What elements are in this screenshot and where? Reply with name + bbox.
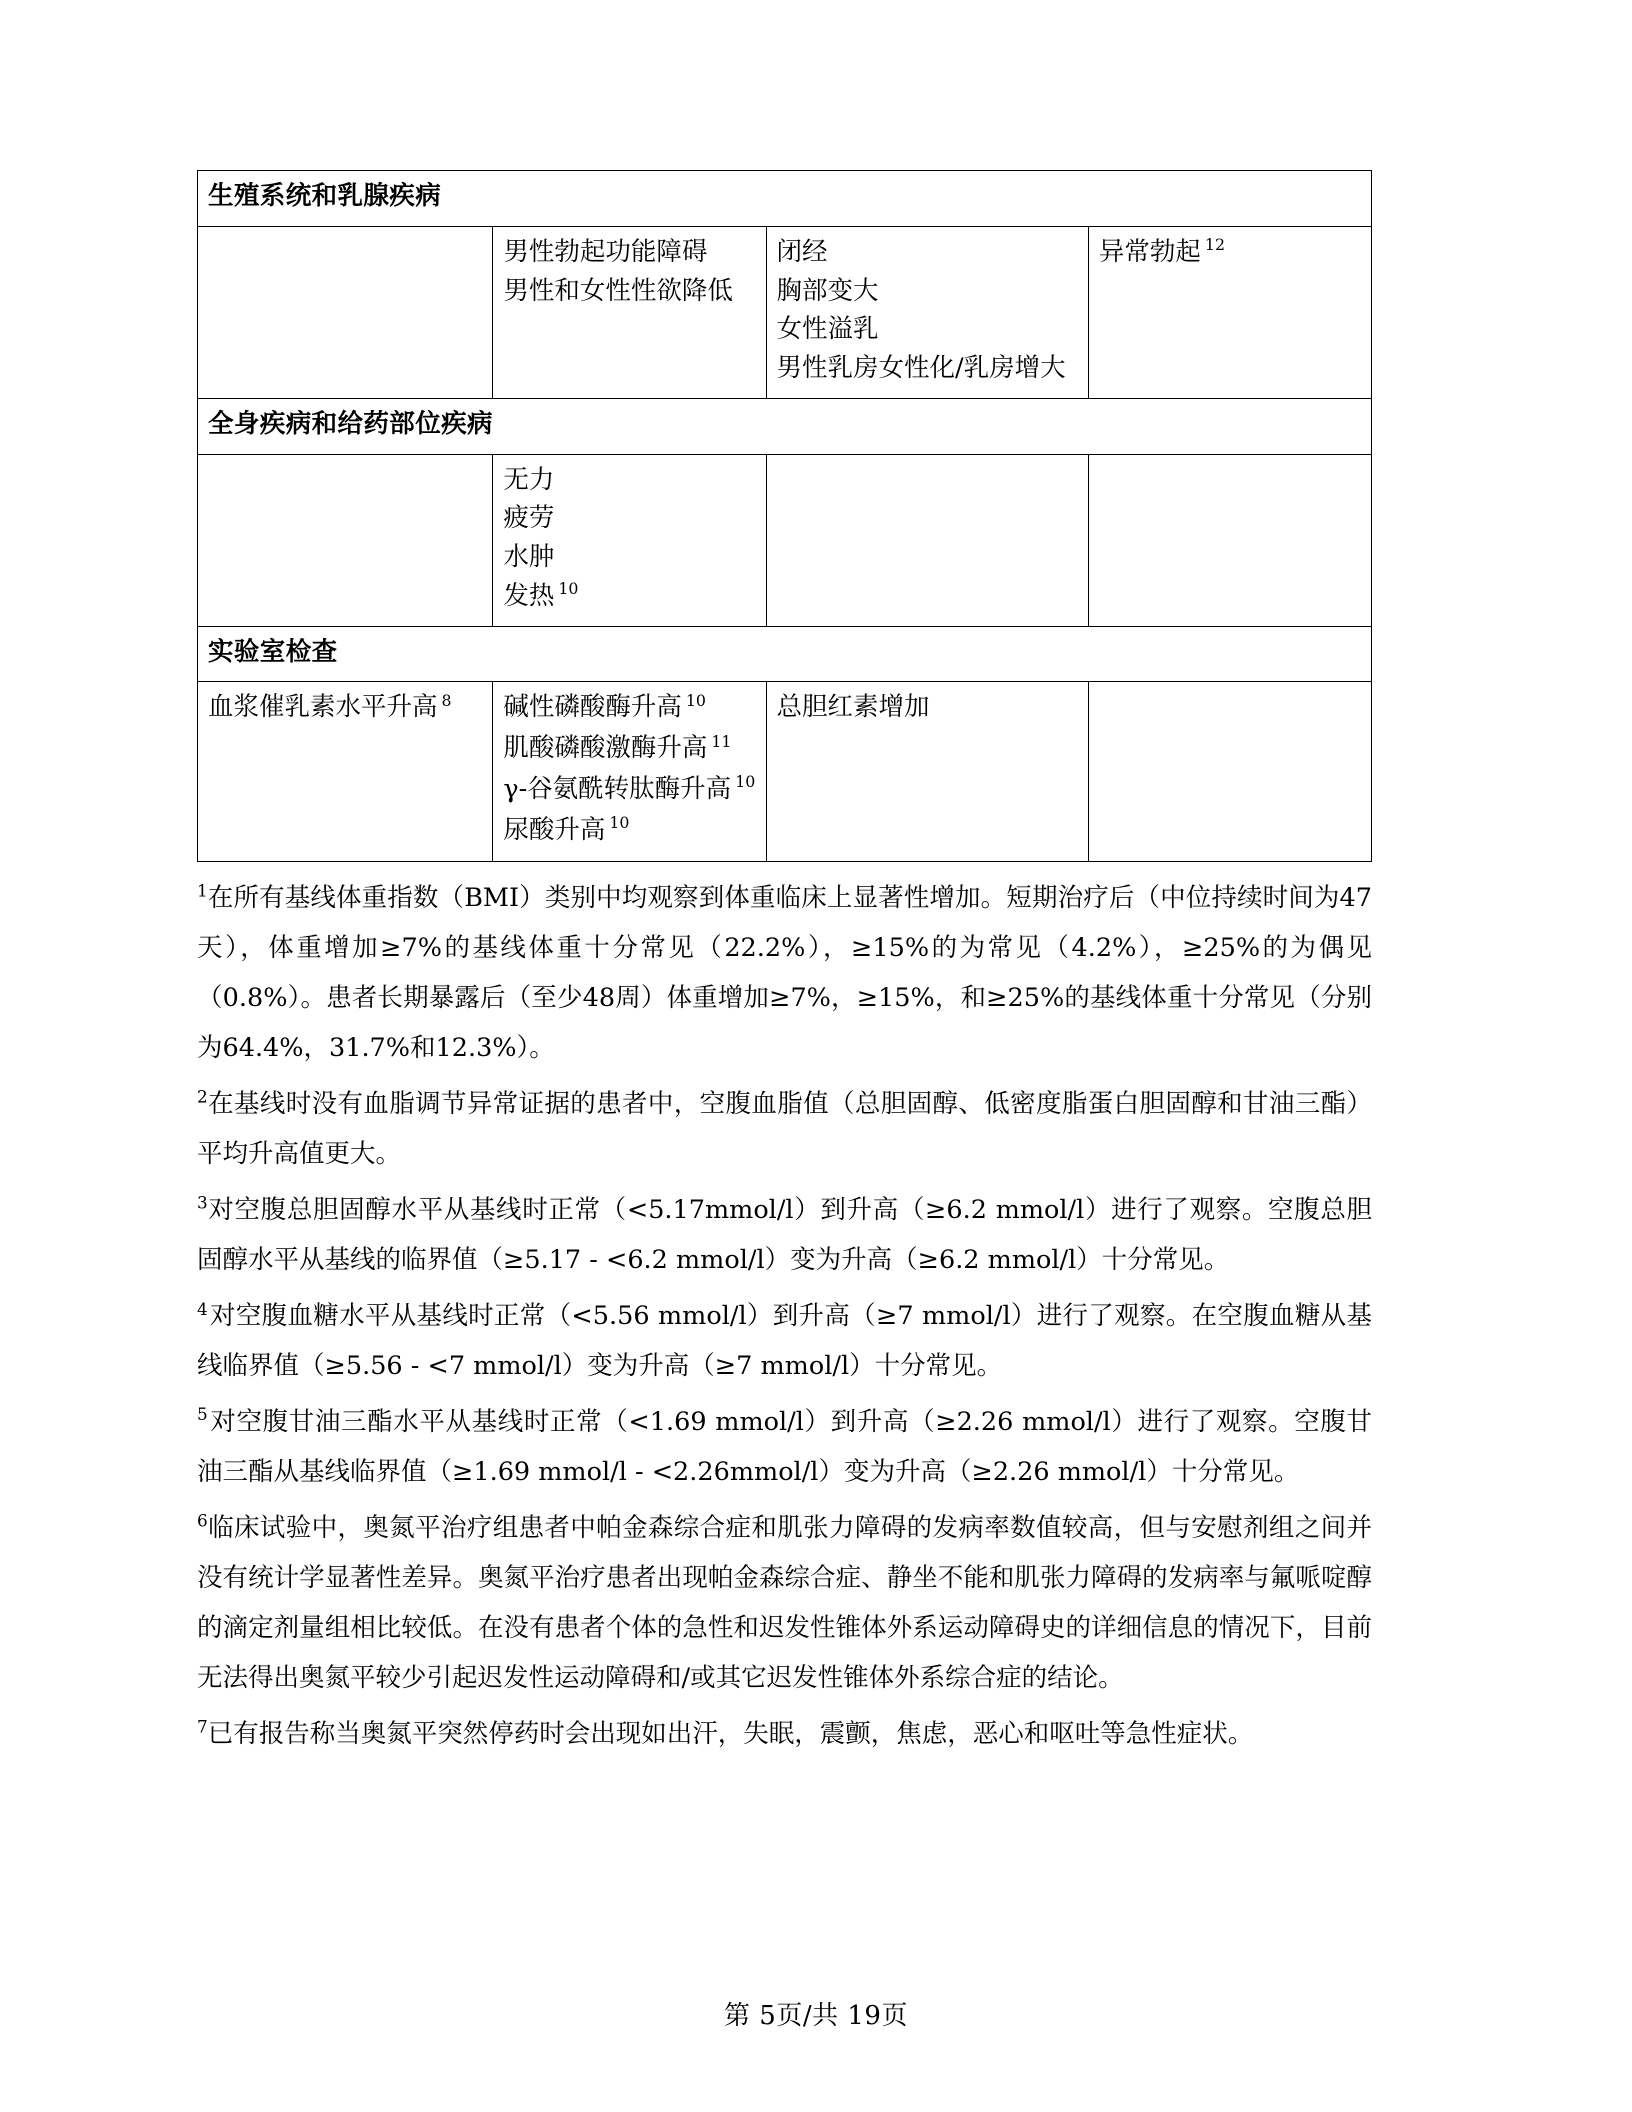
footnote-marker: 3 <box>197 1192 208 1213</box>
cell-line <box>1099 233 1362 272</box>
cell-text: 肌酸磷酸激酶升高 <box>503 733 708 763</box>
section-heading-reproductive: 生殖系统和乳腺疾病 <box>198 171 1372 227</box>
cell-text: γ-谷氨酰转肽酶升高 <box>503 773 732 804</box>
footnote-marker: 1 <box>197 880 208 901</box>
cell-line: 男性和女性性欲降低 <box>503 275 733 306</box>
cell-text: 异常勃起 <box>1098 236 1201 267</box>
table-row <box>198 454 1372 626</box>
cell-common <box>493 682 766 862</box>
footnote-marker: 4 <box>197 1298 208 1319</box>
cell-line: 疲劳 <box>503 503 555 534</box>
cell-line <box>208 688 483 727</box>
cell-line <box>503 770 756 809</box>
cell-line: 女性溢乳 <box>776 314 879 345</box>
section-heading-lab-investigations: 实验室检查 <box>198 626 1372 682</box>
cell-uncommon <box>766 682 1088 862</box>
cell-text: 血浆催乳素水平升高 <box>208 692 438 723</box>
cell-text: 尿酸升高 <box>503 814 606 845</box>
cell-rare <box>1088 454 1371 626</box>
cell-line: 男性勃起功能障碍 <box>503 236 708 267</box>
footnotes-list <box>197 874 1372 1759</box>
footnote-text: 在所有基线体重指数（BMI）类别中均观察到体重临床上显著性增加。短期治疗后（中位持续时间为47天），体重增加≥7%的基线体重十分常见（22.2%），≥15%的为常见（4.2%），≥25%的为偶见（0.8%）。患者长期暴露后（至少48周）体重增加≥7%，≥15%，和≥25%的基线体重十分常见（分别为64.4%，31.7%和12.3%）。 <box>197 883 1372 1064</box>
cell-text: 碱性磷酸酶升高 <box>503 692 682 723</box>
cell-line <box>503 688 756 727</box>
page-footer: 第 5页/共 19页 <box>724 2001 908 2031</box>
footnote-item <box>197 1292 1372 1392</box>
footnote-item <box>197 1186 1372 1286</box>
cell-rare <box>1088 682 1371 862</box>
table-section-header-row <box>198 626 1372 682</box>
table-row <box>198 682 1372 862</box>
adverse-reactions-table <box>197 170 1372 862</box>
cell-line: 水肿 <box>503 542 555 572</box>
footnote-text: 已有报告称当奥氮平突然停药时会出现如出汗，失眠，震颤，焦虑，恶心和呕吐等急性症状。 <box>207 1718 1254 1749</box>
cell-line <box>503 577 756 616</box>
cell-line: 胸部变大 <box>776 275 879 306</box>
table-section-header-row <box>198 171 1372 227</box>
cell-common <box>493 454 766 626</box>
cell-line: 总胆红素增加 <box>776 692 930 723</box>
footnote-item <box>197 1710 1372 1760</box>
cell-rare <box>1088 226 1371 398</box>
footnote-text: 对空腹总胆固醇水平从基线时正常（<5.17mmol/l）到升高（≥6.2 mmol/l）进行了观察。空腹总胆固醇水平从基线的临界值（≥5.17 - <6.2 mmol/l）变为升高（≥6.2 mmol/l）十分常见。 <box>197 1195 1372 1276</box>
footnote-ref: 11 <box>711 731 732 751</box>
table-section-header-row <box>198 398 1372 454</box>
table-body <box>198 171 1372 862</box>
footnote-marker: 2 <box>197 1086 208 1107</box>
footnote-item <box>197 1080 1372 1180</box>
cell-line <box>503 811 756 850</box>
footnote-item <box>197 874 1372 1074</box>
cell-line: 男性乳房女性化/乳房增大 <box>776 353 1066 383</box>
cell-very-common <box>198 682 493 862</box>
table-row <box>198 226 1372 398</box>
cell-common <box>493 226 766 398</box>
cell-uncommon <box>766 226 1088 398</box>
footnote-text: 临床试验中，奥氮平治疗组患者中帕金森综合症和肌张力障碍的发病率数值较高，但与安慰剂组之间并没有统计学显著性差异。奥氮平治疗患者出现帕金森综合症、静坐不能和肌张力障碍的发病率与氟哌啶醇的滴定剂量组相比较低。在没有患者个体的急性和迟发性锥体外系运动障碍史的详细信息的情况下，目前无法得出奥氮平较少引起迟发性运动障碍和/或其它迟发性锥体外系综合症的结论。 <box>197 1512 1372 1693</box>
footnote-text: 在基线时没有血脂调节异常证据的患者中，空腹血脂值（总胆固醇、低密度脂蛋白胆固醇和甘油三酯）平均升高值更大。 <box>197 1089 1372 1170</box>
footnote-text: 对空腹甘油三酯水平从基线时正常（<1.69 mmol/l）到升高（≥2.26 mmol/l）进行了观察。空腹甘油三酯从基线临界值（≥1.69 mmol/l - <2.26mmol/l）变为升高（≥2.26 mmol/l）十分常见。 <box>197 1406 1372 1487</box>
cell-very-common <box>198 454 493 626</box>
cell-very-common <box>198 226 493 398</box>
footnote-marker: 5 <box>197 1404 208 1425</box>
footnote-ref: 10 <box>558 579 579 599</box>
footnote-item <box>197 1504 1372 1704</box>
footnote-ref: 10 <box>609 813 630 832</box>
footnote-marker: 6 <box>197 1510 208 1531</box>
cell-line <box>503 729 756 768</box>
cell-uncommon <box>766 454 1088 626</box>
footnote-ref: 10 <box>735 772 756 792</box>
cell-text: 发热 <box>503 580 555 611</box>
section-heading-general-disorders: 全身疾病和给药部位疾病 <box>198 398 1372 454</box>
footnote-text: 对空腹血糖水平从基线时正常（<5.56 mmol/l）到升高（≥7 mmol/l）进行了观察。在空腹血糖从基线临界值（≥5.56 - <7 mmol/l）变为升高（≥7 mmol/l）十分常见。 <box>197 1301 1372 1381</box>
footnote-item <box>197 1398 1372 1498</box>
cell-line: 闭经 <box>776 236 828 267</box>
cell-line: 无力 <box>503 464 555 495</box>
footnote-marker: 7 <box>197 1716 208 1737</box>
footnote-ref: 12 <box>1204 235 1226 255</box>
footnote-ref: 8 <box>441 690 452 710</box>
footnote-ref: 10 <box>685 690 706 710</box>
